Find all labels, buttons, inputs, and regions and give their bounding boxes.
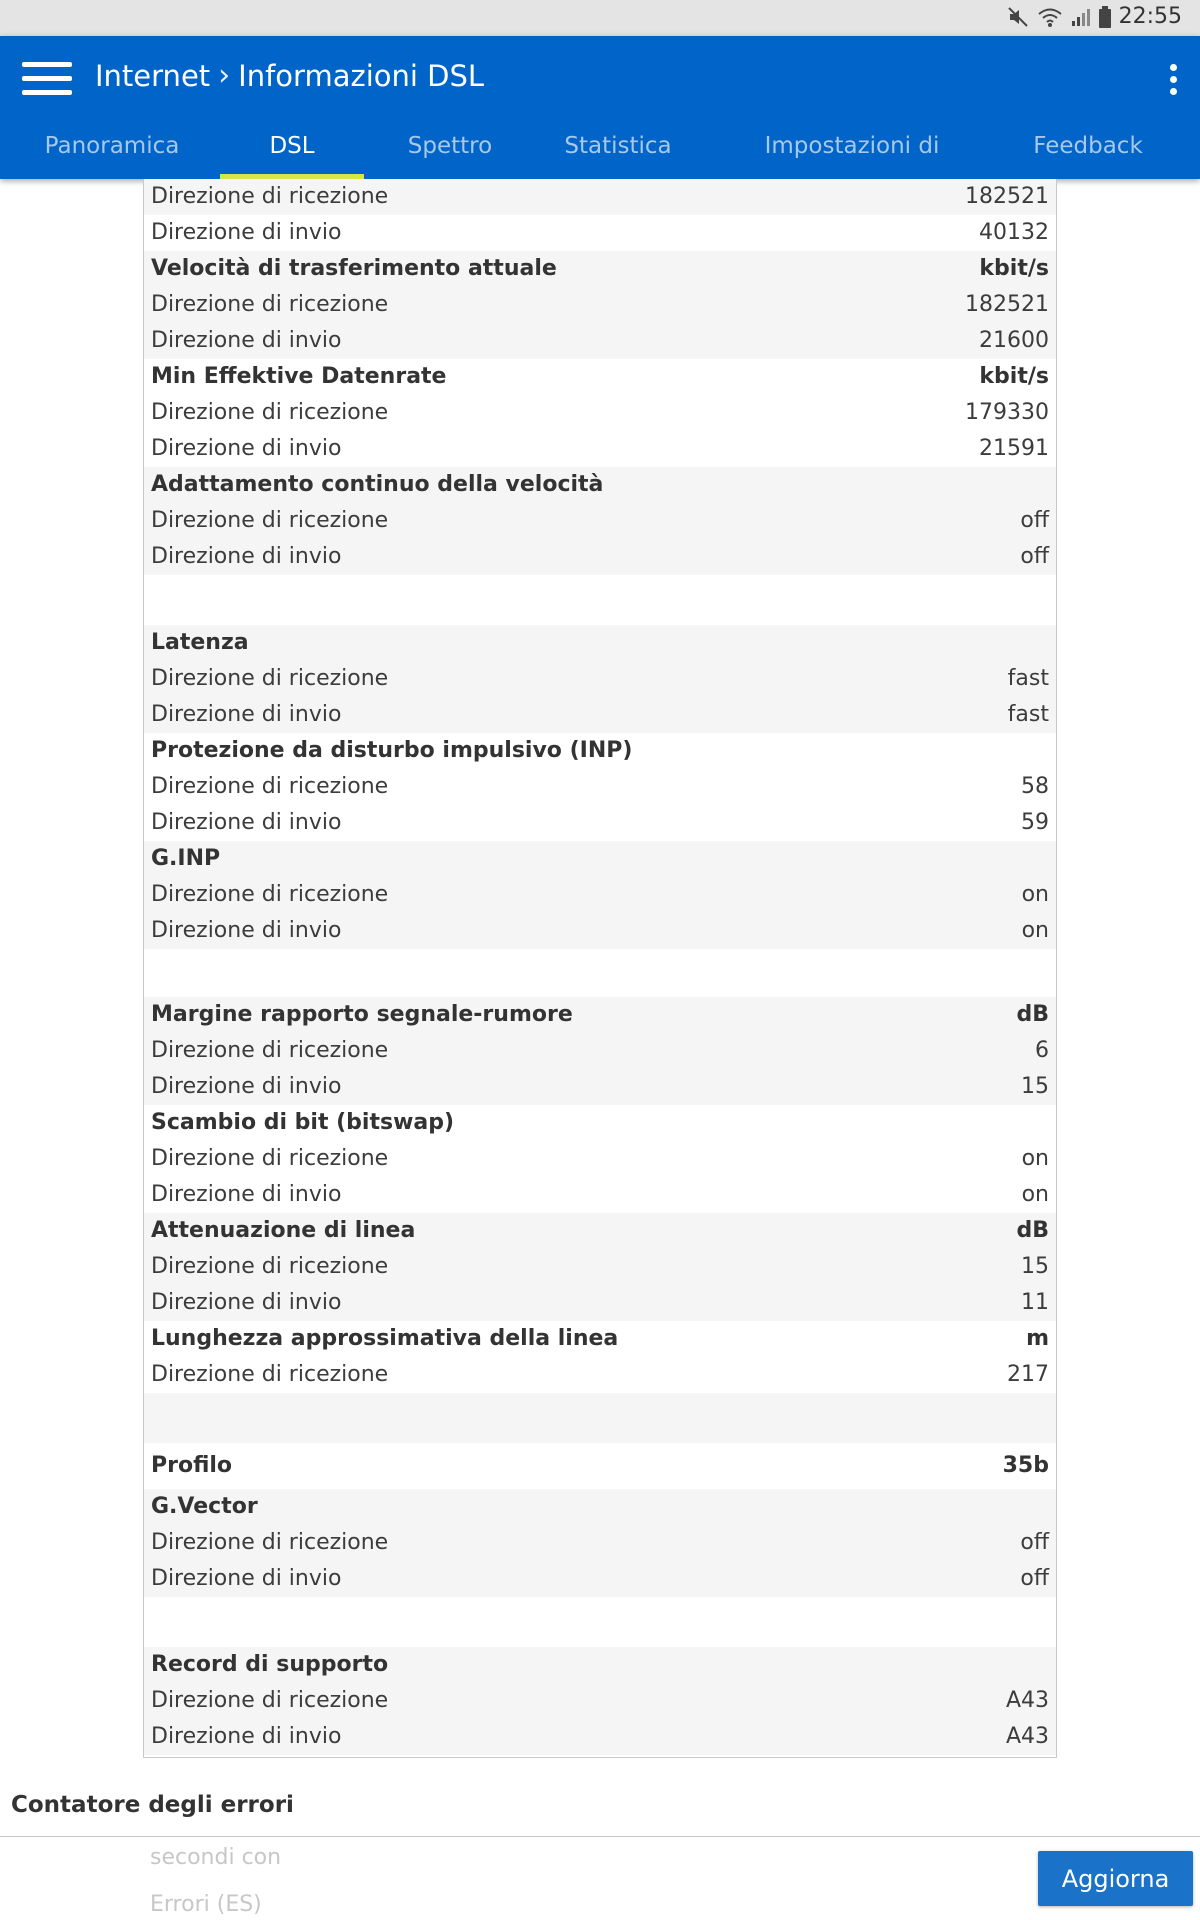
- row-label: Direzione di invio: [151, 1566, 342, 1591]
- table-row: [144, 805, 1056, 841]
- table-row: [144, 1177, 1056, 1213]
- table-row: [144, 769, 1056, 805]
- row-label: Adattamento continuo della velocità: [151, 472, 604, 497]
- row-value: off: [1020, 1566, 1049, 1591]
- row-label: Direzione di invio: [151, 436, 342, 461]
- error-counter-label: Errori (ES): [150, 1892, 262, 1917]
- row-label: Velocità di trasferimento attuale: [151, 256, 557, 281]
- tab-dsl[interactable]: DSL: [220, 124, 364, 179]
- table-row-header: [144, 733, 1056, 769]
- table-row: [144, 1069, 1056, 1105]
- row-value: 15: [1021, 1074, 1049, 1099]
- table-row: [144, 1561, 1056, 1597]
- table-row: [144, 1033, 1056, 1069]
- status-icons: [1007, 4, 1182, 29]
- row-label: Direzione di ricezione: [151, 508, 389, 533]
- table-row: [144, 877, 1056, 913]
- row-value: off: [1020, 1530, 1049, 1555]
- row-label: Direzione di ricezione: [151, 1146, 389, 1171]
- table-row-header: [144, 251, 1056, 287]
- row-value: on: [1021, 1182, 1049, 1207]
- tab-panoramica[interactable]: Panoramica: [44, 133, 180, 159]
- table-row-header: [144, 1443, 1056, 1489]
- row-value: 6: [1035, 1038, 1049, 1063]
- breadcrumb-parent[interactable]: Internet: [95, 58, 211, 93]
- row-label: Direzione di invio: [151, 220, 342, 245]
- table-row: [144, 661, 1056, 697]
- table-row: [144, 395, 1056, 431]
- row-value: 182521: [965, 184, 1049, 209]
- row-value: on: [1021, 882, 1049, 907]
- row-label: Direzione di ricezione: [151, 1688, 389, 1713]
- table-row: [144, 1285, 1056, 1321]
- table-spacer: [144, 575, 1056, 625]
- row-label: Direzione di ricezione: [151, 184, 389, 209]
- wifi-icon: [1037, 6, 1063, 28]
- tab-spettro[interactable]: Spettro: [407, 133, 493, 159]
- more-options-icon[interactable]: [1166, 62, 1180, 98]
- row-value: 179330: [965, 400, 1049, 425]
- row-value: 11: [1021, 1290, 1049, 1315]
- row-label: Record di supporto: [151, 1652, 389, 1677]
- chevron-right-icon: ›: [218, 58, 231, 93]
- table-row: [144, 287, 1056, 323]
- row-label: G.INP: [151, 846, 221, 871]
- row-value: 15: [1021, 1254, 1049, 1279]
- table-row: [144, 1525, 1056, 1561]
- row-value: 58: [1021, 774, 1049, 799]
- status-bar: [0, 0, 1200, 36]
- table-row: [144, 323, 1056, 359]
- row-label: Direzione di invio: [151, 1182, 342, 1207]
- row-label: Direzione di invio: [151, 544, 342, 569]
- table-row-header: [144, 1321, 1056, 1357]
- table-row: [144, 215, 1056, 251]
- row-label: Lunghezza approssimativa della linea: [151, 1326, 619, 1351]
- table-row: [144, 1141, 1056, 1177]
- row-value: fast: [1007, 702, 1049, 727]
- table-row: [144, 1249, 1056, 1285]
- table-row: [144, 913, 1056, 949]
- row-label: Scambio di bit (bitswap): [151, 1110, 455, 1135]
- row-value: A43: [1005, 1688, 1049, 1713]
- row-label: Direzione di invio: [151, 1724, 342, 1749]
- app-bar: [0, 36, 1200, 179]
- row-value: 35b: [1002, 1453, 1049, 1478]
- row-value: 40132: [979, 220, 1049, 245]
- table-row-header: [144, 1105, 1056, 1141]
- error-counter-title: Contatore degli errori: [11, 1792, 294, 1818]
- row-value: on: [1021, 1146, 1049, 1171]
- refresh-button[interactable]: Aggiorna: [1038, 1851, 1193, 1906]
- table-row-header: [144, 1647, 1056, 1683]
- table-spacer: [144, 949, 1056, 999]
- row-label: Profilo: [151, 1453, 233, 1478]
- table-row: [144, 1357, 1056, 1393]
- row-label: Direzione di invio: [151, 702, 342, 727]
- row-label: G.Vector: [151, 1494, 258, 1519]
- row-label: Direzione di ricezione: [151, 666, 389, 691]
- mute-icon: [1007, 6, 1029, 28]
- row-value: kbit/s: [979, 364, 1049, 389]
- row-label: Direzione di ricezione: [151, 1362, 389, 1387]
- divider: [0, 1836, 1200, 1837]
- clock: 22:55: [1118, 4, 1182, 29]
- row-label: Direzione di ricezione: [151, 1254, 389, 1279]
- row-value: 217: [1007, 1362, 1049, 1387]
- battery-icon: [1099, 6, 1111, 28]
- table-row-header: [144, 841, 1056, 877]
- row-value: on: [1021, 918, 1049, 943]
- table-row: [144, 179, 1056, 215]
- dsl-info-table: [143, 179, 1057, 1758]
- row-value: A43: [1005, 1724, 1049, 1749]
- tab-statistica[interactable]: Statistica: [564, 133, 672, 159]
- signal-icon: [1071, 7, 1091, 27]
- table-row: [144, 503, 1056, 539]
- row-value: m: [1026, 1326, 1049, 1351]
- row-value: fast: [1007, 666, 1049, 691]
- tab-impostazioni-di-linea[interactable]: Impostazioni di: [764, 133, 940, 159]
- row-label: Direzione di invio: [151, 918, 342, 943]
- row-value: dB: [1016, 1002, 1049, 1027]
- row-label: Direzione di invio: [151, 1074, 342, 1099]
- table-row-header: [144, 359, 1056, 395]
- table-row: [144, 1719, 1056, 1755]
- table-row: [144, 431, 1056, 467]
- table-spacer: [144, 1393, 1056, 1443]
- row-label: Direzione di invio: [151, 328, 342, 353]
- tab-feedback[interactable]: Feedback: [1033, 133, 1143, 159]
- row-value: kbit/s: [979, 256, 1049, 281]
- table-spacer: [144, 1597, 1056, 1647]
- row-label: Margine rapporto segnale-rumore: [151, 1002, 573, 1027]
- breadcrumb: [95, 58, 484, 93]
- table-row-header: [144, 467, 1056, 503]
- error-counter-label: secondi con: [150, 1845, 282, 1870]
- row-label: Direzione di ricezione: [151, 882, 389, 907]
- row-label: Protezione da disturbo impulsivo (INP): [151, 738, 633, 763]
- row-label: Direzione di invio: [151, 1290, 342, 1315]
- page-title: Informazioni DSL: [238, 58, 485, 93]
- table-row-header: [144, 997, 1056, 1033]
- row-label: Direzione di invio: [151, 810, 342, 835]
- row-value: dB: [1016, 1218, 1049, 1243]
- row-label: Min Effektive Datenrate: [151, 364, 447, 389]
- row-label: Direzione di ricezione: [151, 292, 389, 317]
- row-label: Direzione di ricezione: [151, 774, 389, 799]
- table-row-header: [144, 1489, 1056, 1525]
- row-value: off: [1020, 508, 1049, 533]
- row-label: Direzione di ricezione: [151, 1530, 389, 1555]
- table-row-header: [144, 1213, 1056, 1249]
- row-label: Direzione di ricezione: [151, 1038, 389, 1063]
- tab-bar: [0, 124, 1200, 179]
- table-row-header: [144, 625, 1056, 661]
- row-value: 21591: [979, 436, 1049, 461]
- row-value: 21600: [979, 328, 1049, 353]
- row-label: Direzione di ricezione: [151, 400, 389, 425]
- row-value: off: [1020, 544, 1049, 569]
- table-row: [144, 539, 1056, 575]
- table-row: [144, 1683, 1056, 1719]
- row-value: 59: [1021, 810, 1049, 835]
- row-value: 182521: [965, 292, 1049, 317]
- hamburger-menu-icon[interactable]: [22, 60, 72, 98]
- table-row: [144, 697, 1056, 733]
- row-label: Attenuazione di linea: [151, 1218, 416, 1243]
- row-label: Latenza: [151, 630, 249, 655]
